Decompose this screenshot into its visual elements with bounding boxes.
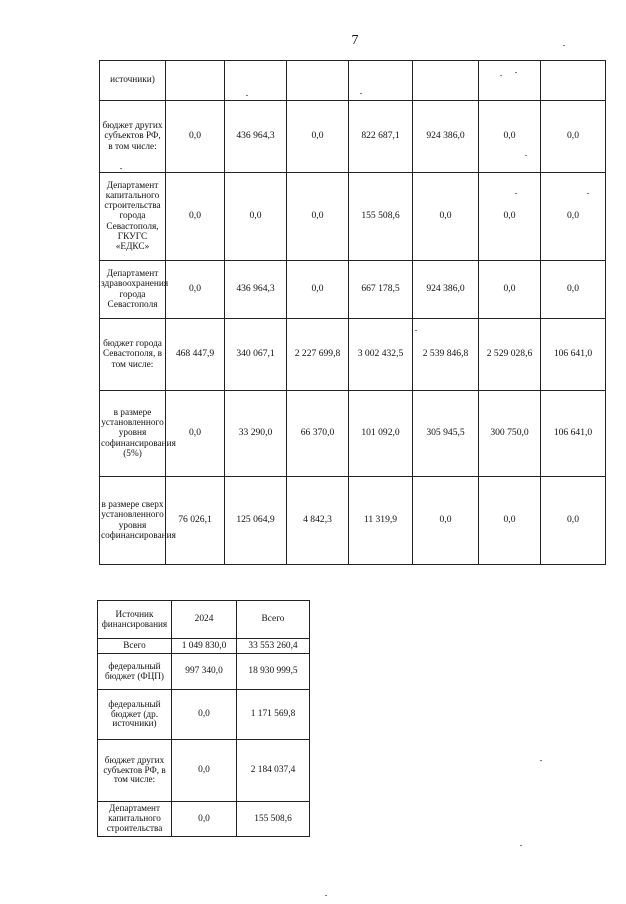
value-cell: 0,0 <box>541 477 606 565</box>
row-label: в размере сверх установленного уровня софинансирования <box>100 477 166 565</box>
value-cell: 11 319,9 <box>349 477 413 565</box>
value-cell: 66 370,0 <box>287 391 349 477</box>
value-cell <box>541 61 606 101</box>
value-cell: 0,0 <box>166 261 225 319</box>
row-label: Департамент капитального строительства города Севастополя, ГКУГС «ЕДКС» <box>100 173 166 261</box>
value-cell: 436 964,3 <box>225 101 287 173</box>
value-cell: 300 750,0 <box>479 391 541 477</box>
row-label: федеральный бюджет (ФЦП) <box>98 654 172 690</box>
scan-speck <box>540 760 542 761</box>
value-cell <box>287 61 349 101</box>
value-cell: 340 067,1 <box>225 319 287 391</box>
value-cell: 0,0 <box>541 261 606 319</box>
value-cell: 924 386,0 <box>413 101 479 173</box>
row-label: Департамент здравоохранения города Севастополя <box>100 261 166 319</box>
value-cell: 0,0 <box>166 101 225 173</box>
value-cell: 2 529 028,6 <box>479 319 541 391</box>
value-cell: 0,0 <box>479 261 541 319</box>
scan-speck <box>325 895 327 896</box>
value-cell: 1 171 569,8 <box>237 690 310 740</box>
value-cell: 0,0 <box>413 173 479 261</box>
table-row <box>98 654 310 690</box>
row-label: бюджет города Севастополя, в том числе: <box>100 319 166 391</box>
table-row <box>100 61 606 101</box>
scan-speck <box>525 155 527 156</box>
value-cell: 0,0 <box>166 391 225 477</box>
header-year: 2024 <box>172 601 237 639</box>
value-cell: 0,0 <box>541 173 606 261</box>
scan-speck <box>120 168 122 169</box>
value-cell: 155 508,6 <box>349 173 413 261</box>
table-row <box>100 101 606 173</box>
value-cell: 0,0 <box>287 173 349 261</box>
value-cell: 924 386,0 <box>413 261 479 319</box>
table-row <box>100 477 606 565</box>
value-cell <box>349 61 413 101</box>
value-cell <box>225 61 287 101</box>
value-cell: 997 340,0 <box>172 654 237 690</box>
value-cell: 33 290,0 <box>225 391 287 477</box>
value-cell: 2 184 037,4 <box>237 740 310 802</box>
value-cell: 0,0 <box>287 261 349 319</box>
value-cell: 0,0 <box>172 802 237 837</box>
table-row <box>100 319 606 391</box>
row-label: в размере установленного уровня софинансирования (5%) <box>100 391 166 477</box>
value-cell: 2 539 846,8 <box>413 319 479 391</box>
value-cell: 305 945,5 <box>413 391 479 477</box>
scan-speck <box>563 45 565 46</box>
row-label: бюджет других субъектов РФ, в том числе: <box>100 101 166 173</box>
header-source: Источник финансирования <box>98 601 172 639</box>
value-cell: 0,0 <box>479 101 541 173</box>
table-row <box>100 261 606 319</box>
table-row <box>98 802 310 837</box>
value-cell: 106 641,0 <box>541 319 606 391</box>
row-label: Всего <box>98 639 172 654</box>
value-cell <box>479 61 541 101</box>
value-cell: 436 964,3 <box>225 261 287 319</box>
value-cell: 4 842,3 <box>287 477 349 565</box>
table-row <box>100 173 606 261</box>
funding-summary-table <box>97 600 310 837</box>
table-row <box>98 690 310 740</box>
value-cell: 667 178,5 <box>349 261 413 319</box>
scan-speck <box>246 95 248 96</box>
value-cell: 0,0 <box>541 101 606 173</box>
value-cell <box>413 61 479 101</box>
value-cell: 822 687,1 <box>349 101 413 173</box>
value-cell: 3 002 432,5 <box>349 319 413 391</box>
value-cell: 76 026,1 <box>166 477 225 565</box>
row-label: источники) <box>100 61 166 101</box>
page-number: 7 <box>351 33 359 48</box>
value-cell: 0,0 <box>479 173 541 261</box>
value-cell: 0,0 <box>287 101 349 173</box>
row-label: бюджет других субъектов РФ, в том числе: <box>98 740 172 802</box>
value-cell: 468 447,9 <box>166 319 225 391</box>
table-row <box>100 391 606 477</box>
table-header-row <box>98 601 310 639</box>
value-cell: 0,0 <box>479 477 541 565</box>
funding-table-continued <box>99 60 606 565</box>
row-label: Департамент капитального строительства <box>98 802 172 837</box>
scan-speck <box>515 193 517 194</box>
table-row <box>98 639 310 654</box>
value-cell: 0,0 <box>172 690 237 740</box>
header-total: Всего <box>237 601 310 639</box>
value-cell: 155 508,6 <box>237 802 310 837</box>
scan-speck <box>515 72 517 73</box>
scan-speck <box>415 330 417 331</box>
value-cell: 106 641,0 <box>541 391 606 477</box>
value-cell: 2 227 699,8 <box>287 319 349 391</box>
value-cell: 0,0 <box>225 173 287 261</box>
scan-speck <box>500 75 502 76</box>
value-cell: 0,0 <box>413 477 479 565</box>
row-label: федеральный бюджет (др. источники) <box>98 690 172 740</box>
scan-speck <box>520 845 522 846</box>
value-cell: 101 092,0 <box>349 391 413 477</box>
value-cell: 18 930 999,5 <box>237 654 310 690</box>
scan-speck <box>360 93 362 94</box>
value-cell: 125 064,9 <box>225 477 287 565</box>
value-cell: 1 049 830,0 <box>172 639 237 654</box>
value-cell <box>166 61 225 101</box>
scan-speck <box>587 193 589 194</box>
value-cell: 0,0 <box>166 173 225 261</box>
table-row <box>98 740 310 802</box>
value-cell: 33 553 260,4 <box>237 639 310 654</box>
value-cell: 0,0 <box>172 740 237 802</box>
